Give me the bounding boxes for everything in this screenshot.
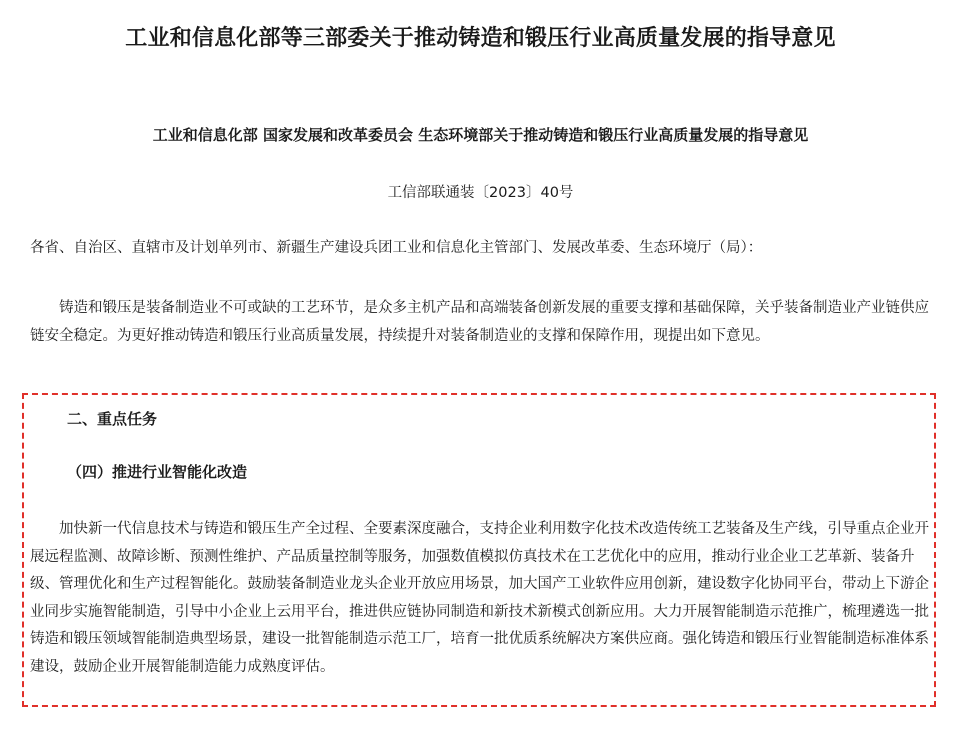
page-title: 工业和信息化部等三部委关于推动铸造和锻压行业高质量发展的指导意见 bbox=[125, 26, 836, 51]
document-subtitle: 工业和信息化部 国家发展和改革委员会 生态环境部关于推动铸造和锻压行业高质量发展的指导意见 bbox=[152, 126, 809, 144]
body-paragraph: 加快新一代信息技术与铸造和锻压生产全过程、全要素深度融合，支持企业利用数字化技术改造传统工艺装备及生产线，引导重点企业开展远程监测、故障诊断、预测性维护、产品质量控制等服务，加强数值模拟仿真技术在工艺优化中的应用，推动行业企业工艺革新、装备升级、管理优化和生产过程智能化。鼓励装备制造业龙头企业开放应用场景，加大国产工业软件应用创新，建设数字化协同平台，带动上下游企业同步实施智能制造，引导中小企业上云用平台，推进供应链协同制造和新技术新模式创新应用。大力开展智能制造示范推广，梳理遴选一批铸造和锻压领域智能制造典型场景，建设一批智能制造示范工厂，培育一批优质系统解决方案供应商。强化铸造和锻压行业智能制造标准体系建设，鼓励企业开展智能制造能力成熟度评估。 bbox=[30, 521, 929, 675]
document-number: 工信部联通装〔2023〕40号 bbox=[387, 185, 574, 201]
salutation: 各省、自治区、直辖市及计划单列市、新疆生产建设兵团工业和信息化主管部门、发展改革委、生态环境厅（局）： bbox=[30, 240, 763, 256]
intro-paragraph: 铸造和锻压是装备制造业不可或缺的工艺环节，是众多主机产品和高端装备创新发展的重要支撑和基础保障，关乎装备制造业产业链供应链安全稳定。为更好推动铸造和锻压行业高质量发展，持续提升对装备制造业的支撑和保障作用，现提出如下意见。 bbox=[30, 300, 929, 344]
sub-heading: （四）推进行业智能化改造 bbox=[67, 463, 248, 481]
section-heading: 二、重点任务 bbox=[67, 410, 158, 428]
